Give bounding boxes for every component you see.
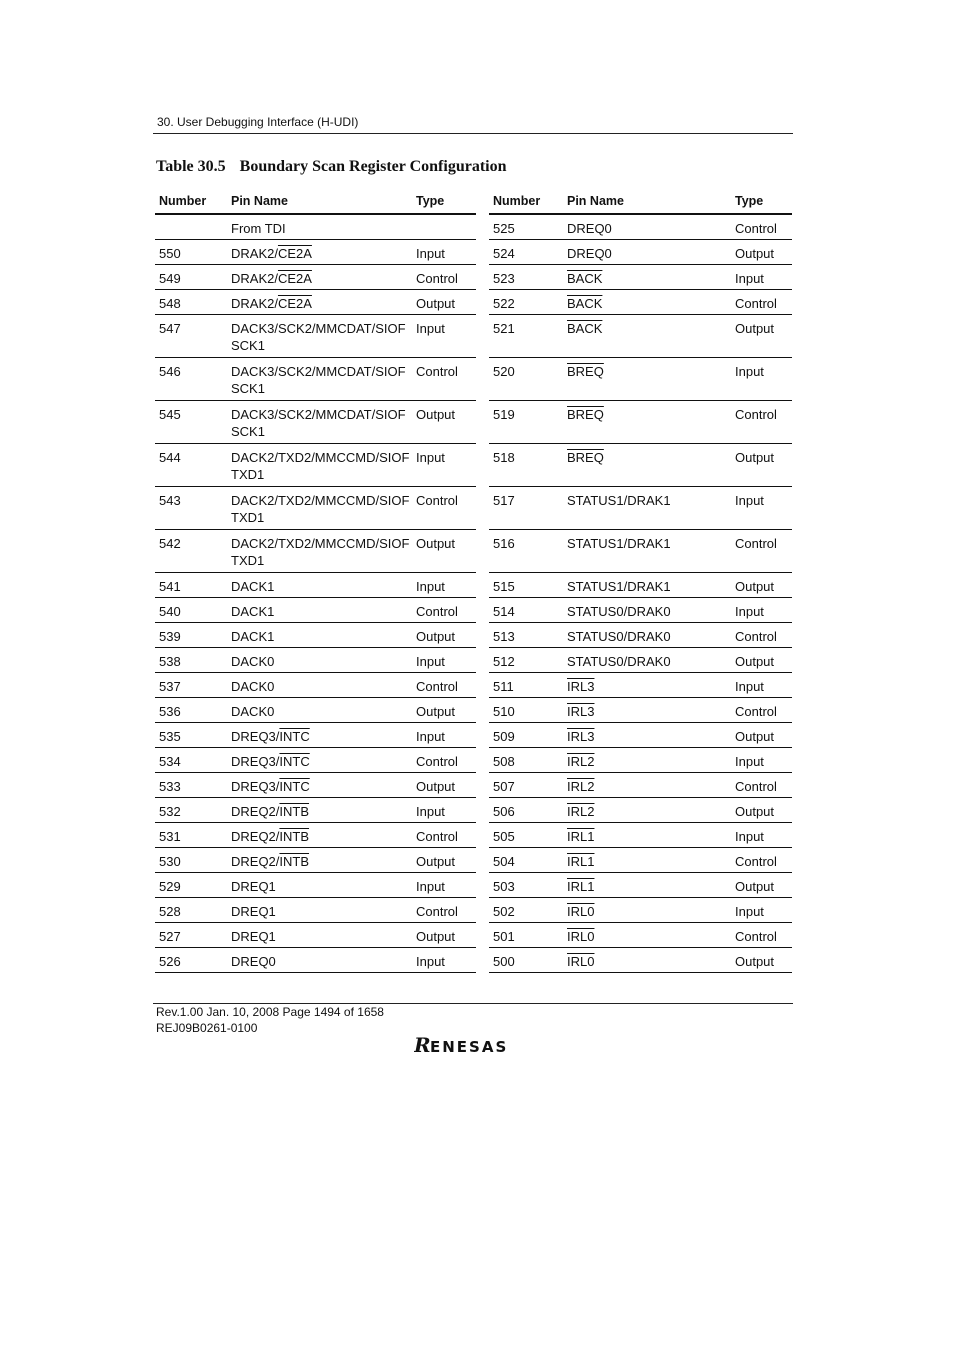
table-row <box>489 214 792 240</box>
pin-name-active-low: CE2A <box>277 246 312 261</box>
pin-name-active-low: IRL1 <box>567 854 595 869</box>
table-row <box>489 598 792 623</box>
cell-pin-name <box>227 873 412 898</box>
cell-pin-name <box>227 673 412 698</box>
table-row <box>489 265 792 290</box>
column-header-type: Type <box>412 189 476 214</box>
cell-number: 524 <box>489 240 563 265</box>
cell-number: 511 <box>489 673 563 698</box>
cell-type: Control <box>731 848 792 873</box>
cell-pin-name <box>227 214 412 240</box>
cell-number: 529 <box>155 873 227 898</box>
pin-name-active-low: INTB <box>279 804 310 819</box>
cell-type: Control <box>731 698 792 723</box>
pin-name-active-low: CE2A <box>277 271 312 286</box>
cell-number: 546 <box>155 358 227 401</box>
pin-name-segment: DREQ1 <box>231 904 276 919</box>
table-caption <box>156 158 507 176</box>
pin-name-active-low: BREQ <box>567 450 604 465</box>
pin-name-segment: STATUS0/DRAK0 <box>567 604 671 619</box>
cell-pin-name <box>563 240 731 265</box>
cell-pin-name <box>227 823 412 848</box>
cell-pin-name <box>563 623 731 648</box>
cell-number: 534 <box>155 748 227 773</box>
pin-name-active-low: BREQ <box>567 407 604 422</box>
pin-name-active-low: INTC <box>279 779 310 794</box>
pin-name-segment: DREQ0 <box>231 954 276 969</box>
cell-number: 513 <box>489 623 563 648</box>
table-row <box>489 698 792 723</box>
pin-name-segment: From TDI <box>231 221 286 236</box>
table-title: Boundary Scan Register Configuration <box>239 158 507 175</box>
cell-pin-name <box>563 723 731 748</box>
cell-pin-name <box>563 948 731 973</box>
cell-type: Output <box>412 773 476 798</box>
cell-type: Control <box>412 598 476 623</box>
cell-number: 512 <box>489 648 563 673</box>
table-row <box>489 848 792 873</box>
cell-number: 504 <box>489 848 563 873</box>
cell-number: 523 <box>489 265 563 290</box>
pin-name-segment: DACK1 <box>231 629 275 644</box>
cell-type: Input <box>412 573 476 598</box>
cell-number: 506 <box>489 798 563 823</box>
table-row <box>489 823 792 848</box>
cell-pin-name <box>227 948 412 973</box>
cell-pin-name <box>563 648 731 673</box>
cell-number: 515 <box>489 573 563 598</box>
pin-name-active-low: INTB <box>279 829 310 844</box>
cell-type: Output <box>412 848 476 873</box>
table-number: Table 30.5 <box>156 158 226 175</box>
cell-type: Control <box>731 623 792 648</box>
cell-type: Output <box>731 873 792 898</box>
cell-pin-name <box>227 923 412 948</box>
cell-number: 508 <box>489 748 563 773</box>
pin-name-segment: STATUS0/DRAK0 <box>567 629 671 644</box>
cell-type: Input <box>412 873 476 898</box>
pin-name-segment: DREQ2/ <box>231 804 280 819</box>
pin-name-active-low: IRL0 <box>567 929 595 944</box>
cell-number: 531 <box>155 823 227 848</box>
pin-name-segment: DREQ0 <box>567 246 612 261</box>
renesas-logo <box>414 1033 534 1057</box>
cell-pin-name <box>563 358 731 401</box>
svg-text:R: R <box>414 1033 432 1057</box>
pin-name-active-low: BACK <box>567 321 603 336</box>
cell-type: Input <box>731 898 792 923</box>
cell-type: Input <box>731 598 792 623</box>
cell-number: 522 <box>489 290 563 315</box>
cell-type: Control <box>731 214 792 240</box>
pin-name-active-low: BACK <box>567 296 603 311</box>
table-row <box>489 358 792 401</box>
footer-divider <box>153 1003 793 1004</box>
cell-number: 538 <box>155 648 227 673</box>
table-row <box>155 315 476 358</box>
cell-number: 501 <box>489 923 563 948</box>
cell-type: Input <box>731 673 792 698</box>
table-row <box>155 444 476 487</box>
cell-type: Input <box>412 948 476 973</box>
cell-type: Control <box>731 923 792 948</box>
cell-number: 532 <box>155 798 227 823</box>
pin-name-active-low: IRL1 <box>567 879 595 894</box>
cell-pin-name <box>563 573 731 598</box>
pin-name-segment: DRAK2/ <box>231 271 278 286</box>
cell-type: Output <box>412 698 476 723</box>
table-row <box>155 648 476 673</box>
table-row <box>489 898 792 923</box>
table-header-row <box>155 189 476 214</box>
pin-name-segment: DACK0 <box>231 704 275 719</box>
table-row <box>155 358 476 401</box>
cell-type: Input <box>412 240 476 265</box>
cell-pin-name <box>227 487 412 530</box>
cell-type: Output <box>731 648 792 673</box>
cell-number: 520 <box>489 358 563 401</box>
cell-type: Input <box>412 648 476 673</box>
cell-pin-name <box>563 315 731 358</box>
pin-name-segment: DRAK2/ <box>231 246 278 261</box>
column-header-pin-name: Pin Name <box>227 189 412 214</box>
pin-name-segment: DACK2/TXD2/MMCCMD/SIOF TXD1 <box>231 536 410 568</box>
pin-name-active-low: CE2A <box>277 296 312 311</box>
cell-number: 536 <box>155 698 227 723</box>
cell-pin-name <box>563 748 731 773</box>
cell-number: 503 <box>489 873 563 898</box>
pin-name-segment: STATUS1/DRAK1 <box>567 536 671 551</box>
table-header-row <box>489 189 792 214</box>
pin-name-active-low: INTB <box>279 854 310 869</box>
cell-pin-name <box>227 530 412 573</box>
table-row <box>155 798 476 823</box>
cell-pin-name <box>563 823 731 848</box>
table-row <box>155 290 476 315</box>
cell-type: Input <box>412 798 476 823</box>
table-row <box>155 573 476 598</box>
cell-pin-name <box>563 598 731 623</box>
cell-pin-name <box>563 290 731 315</box>
pin-name-segment: STATUS1/DRAK1 <box>567 579 671 594</box>
cell-number: 541 <box>155 573 227 598</box>
cell-type <box>412 214 476 240</box>
pin-name-segment: DREQ0 <box>567 221 612 236</box>
cell-pin-name <box>227 898 412 923</box>
cell-pin-name <box>227 358 412 401</box>
cell-pin-name <box>227 773 412 798</box>
cell-pin-name <box>227 848 412 873</box>
cell-type: Input <box>731 265 792 290</box>
table-row <box>489 573 792 598</box>
table-row <box>155 873 476 898</box>
cell-pin-name <box>563 773 731 798</box>
pin-name-active-low: IRL0 <box>567 954 595 969</box>
table-row <box>489 648 792 673</box>
table-row <box>489 748 792 773</box>
cell-number: 517 <box>489 487 563 530</box>
cell-pin-name <box>227 573 412 598</box>
pin-name-segment: STATUS1/DRAK1 <box>567 493 671 508</box>
pin-name-segment: DACK0 <box>231 654 275 669</box>
cell-number: 525 <box>489 214 563 240</box>
cell-type: Control <box>731 290 792 315</box>
cell-type: Output <box>412 923 476 948</box>
cell-number: 518 <box>489 444 563 487</box>
table-row <box>489 873 792 898</box>
boundary-scan-table-right <box>489 189 792 973</box>
cell-number: 550 <box>155 240 227 265</box>
cell-number: 528 <box>155 898 227 923</box>
cell-pin-name <box>563 848 731 873</box>
pin-name-segment: DACK0 <box>231 679 275 694</box>
cell-pin-name <box>563 898 731 923</box>
cell-number: 526 <box>155 948 227 973</box>
footer-revision: Rev.1.00 Jan. 10, 2008 Page 1494 of 1658 <box>156 1005 384 1019</box>
cell-number <box>155 214 227 240</box>
pin-name-active-low: IRL2 <box>567 754 595 769</box>
cell-number: 540 <box>155 598 227 623</box>
cell-number: 516 <box>489 530 563 573</box>
table-row <box>155 265 476 290</box>
cell-number: 548 <box>155 290 227 315</box>
column-header-pin-name: Pin Name <box>563 189 731 214</box>
cell-type: Input <box>412 444 476 487</box>
pin-name-segment: DACK3/SCK2/MMCDAT/SIOF SCK1 <box>231 407 406 439</box>
cell-number: 527 <box>155 923 227 948</box>
cell-type: Input <box>731 748 792 773</box>
cell-number: 547 <box>155 315 227 358</box>
cell-pin-name <box>227 240 412 265</box>
cell-pin-name <box>563 214 731 240</box>
cell-type: Control <box>412 487 476 530</box>
pin-name-segment: DACK2/TXD2/MMCCMD/SIOF TXD1 <box>231 450 410 482</box>
cell-number: 519 <box>489 401 563 444</box>
cell-type: Output <box>731 948 792 973</box>
table-row <box>155 240 476 265</box>
cell-pin-name <box>563 873 731 898</box>
cell-type: Output <box>731 573 792 598</box>
table-row <box>489 948 792 973</box>
pin-name-active-low: BREQ <box>567 364 604 379</box>
cell-type: Control <box>412 748 476 773</box>
cell-number: 542 <box>155 530 227 573</box>
table-row <box>489 401 792 444</box>
table-row <box>155 848 476 873</box>
table-row <box>489 290 792 315</box>
cell-type: Control <box>412 358 476 401</box>
cell-type: Control <box>412 673 476 698</box>
pin-name-active-low: IRL3 <box>567 729 595 744</box>
cell-type: Output <box>731 240 792 265</box>
table-row <box>489 240 792 265</box>
pin-name-active-low: IRL0 <box>567 904 595 919</box>
cell-pin-name <box>227 315 412 358</box>
cell-pin-name <box>227 444 412 487</box>
footer-document-number: REJ09B0261-0100 <box>156 1021 258 1035</box>
pin-name-active-low: INTC <box>279 754 310 769</box>
cell-pin-name <box>227 698 412 723</box>
table-row <box>489 798 792 823</box>
pin-name-segment: DREQ3/ <box>231 779 280 794</box>
cell-type: Input <box>412 315 476 358</box>
cell-pin-name <box>563 401 731 444</box>
table-row <box>155 401 476 444</box>
pin-name-active-low: IRL3 <box>567 704 595 719</box>
pin-name-active-low: IRL1 <box>567 829 595 844</box>
table-row <box>155 623 476 648</box>
table-row <box>155 773 476 798</box>
cell-number: 544 <box>155 444 227 487</box>
cell-pin-name <box>227 265 412 290</box>
cell-pin-name <box>563 487 731 530</box>
table-row <box>489 723 792 748</box>
cell-number: 539 <box>155 623 227 648</box>
table-row <box>155 948 476 973</box>
cell-number: 521 <box>489 315 563 358</box>
cell-number: 500 <box>489 948 563 973</box>
cell-pin-name <box>563 698 731 723</box>
cell-pin-name <box>227 401 412 444</box>
table-body-right <box>489 214 792 973</box>
cell-type: Output <box>731 315 792 358</box>
cell-type: Output <box>412 623 476 648</box>
pin-name-segment: DACK1 <box>231 604 275 619</box>
cell-number: 549 <box>155 265 227 290</box>
pin-name-segment: DACK1 <box>231 579 275 594</box>
cell-type: Input <box>412 723 476 748</box>
table-row <box>489 773 792 798</box>
pin-name-active-low: IRL3 <box>567 679 595 694</box>
cell-pin-name <box>227 623 412 648</box>
pin-name-active-low: INTC <box>279 729 310 744</box>
cell-type: Input <box>731 358 792 401</box>
cell-type: Output <box>412 530 476 573</box>
pin-name-active-low: BACK <box>567 271 603 286</box>
cell-pin-name <box>563 530 731 573</box>
pin-name-segment: DACK3/SCK2/MMCDAT/SIOF SCK1 <box>231 321 406 353</box>
cell-pin-name <box>227 598 412 623</box>
cell-type: Output <box>731 798 792 823</box>
table-row <box>155 698 476 723</box>
cell-type: Control <box>731 401 792 444</box>
table-row <box>155 598 476 623</box>
pin-name-segment: DREQ2/ <box>231 829 280 844</box>
cell-type: Control <box>731 530 792 573</box>
cell-number: 533 <box>155 773 227 798</box>
column-header-number: Number <box>155 189 227 214</box>
cell-pin-name <box>563 265 731 290</box>
cell-number: 545 <box>155 401 227 444</box>
cell-type: Output <box>731 723 792 748</box>
pin-name-segment: DREQ1 <box>231 929 276 944</box>
table-row <box>489 623 792 648</box>
table-row <box>489 673 792 698</box>
table-row <box>155 748 476 773</box>
cell-number: 514 <box>489 598 563 623</box>
cell-type: Control <box>412 823 476 848</box>
table-row <box>155 530 476 573</box>
cell-number: 530 <box>155 848 227 873</box>
cell-number: 535 <box>155 723 227 748</box>
cell-pin-name <box>563 673 731 698</box>
pin-name-segment: STATUS0/DRAK0 <box>567 654 671 669</box>
table-row <box>489 530 792 573</box>
table-row <box>489 315 792 358</box>
boundary-scan-table-left <box>155 189 476 973</box>
cell-pin-name <box>563 923 731 948</box>
cell-pin-name <box>563 798 731 823</box>
cell-pin-name <box>227 723 412 748</box>
table-row <box>155 923 476 948</box>
svg-text:ENESAS: ENESAS <box>430 1038 509 1056</box>
table-row <box>489 444 792 487</box>
table-row <box>155 898 476 923</box>
cell-number: 507 <box>489 773 563 798</box>
cell-number: 543 <box>155 487 227 530</box>
column-header-number: Number <box>489 189 563 214</box>
cell-pin-name <box>227 290 412 315</box>
cell-pin-name <box>227 748 412 773</box>
cell-type: Output <box>731 444 792 487</box>
table-row <box>155 214 476 240</box>
cell-number: 502 <box>489 898 563 923</box>
cell-number: 505 <box>489 823 563 848</box>
header-divider <box>153 133 793 134</box>
pin-name-segment: DRAK2/ <box>231 296 278 311</box>
table-body-left <box>155 214 476 973</box>
cell-pin-name <box>563 444 731 487</box>
pin-name-segment: DACK3/SCK2/MMCDAT/SIOF SCK1 <box>231 364 406 396</box>
pin-name-active-low: IRL2 <box>567 779 595 794</box>
cell-number: 509 <box>489 723 563 748</box>
cell-type: Control <box>731 773 792 798</box>
cell-type: Output <box>412 290 476 315</box>
cell-type: Control <box>412 265 476 290</box>
table-row <box>155 823 476 848</box>
pin-name-segment: DREQ3/ <box>231 754 280 769</box>
table-row <box>155 673 476 698</box>
pin-name-segment: DREQ1 <box>231 879 276 894</box>
cell-pin-name <box>227 798 412 823</box>
column-header-type: Type <box>731 189 792 214</box>
pin-name-segment: DACK2/TXD2/MMCCMD/SIOF TXD1 <box>231 493 410 525</box>
cell-pin-name <box>227 648 412 673</box>
table-row <box>489 487 792 530</box>
pin-name-active-low: IRL2 <box>567 804 595 819</box>
cell-type: Control <box>412 898 476 923</box>
cell-type: Input <box>731 823 792 848</box>
pin-name-segment: DREQ2/ <box>231 854 280 869</box>
pin-name-segment: DREQ3/ <box>231 729 280 744</box>
cell-number: 537 <box>155 673 227 698</box>
section-header: 30. User Debugging Interface (H-UDI) <box>157 115 359 129</box>
table-row <box>155 723 476 748</box>
cell-number: 510 <box>489 698 563 723</box>
table-row <box>155 487 476 530</box>
table-row <box>489 923 792 948</box>
cell-type: Output <box>412 401 476 444</box>
cell-type: Input <box>731 487 792 530</box>
